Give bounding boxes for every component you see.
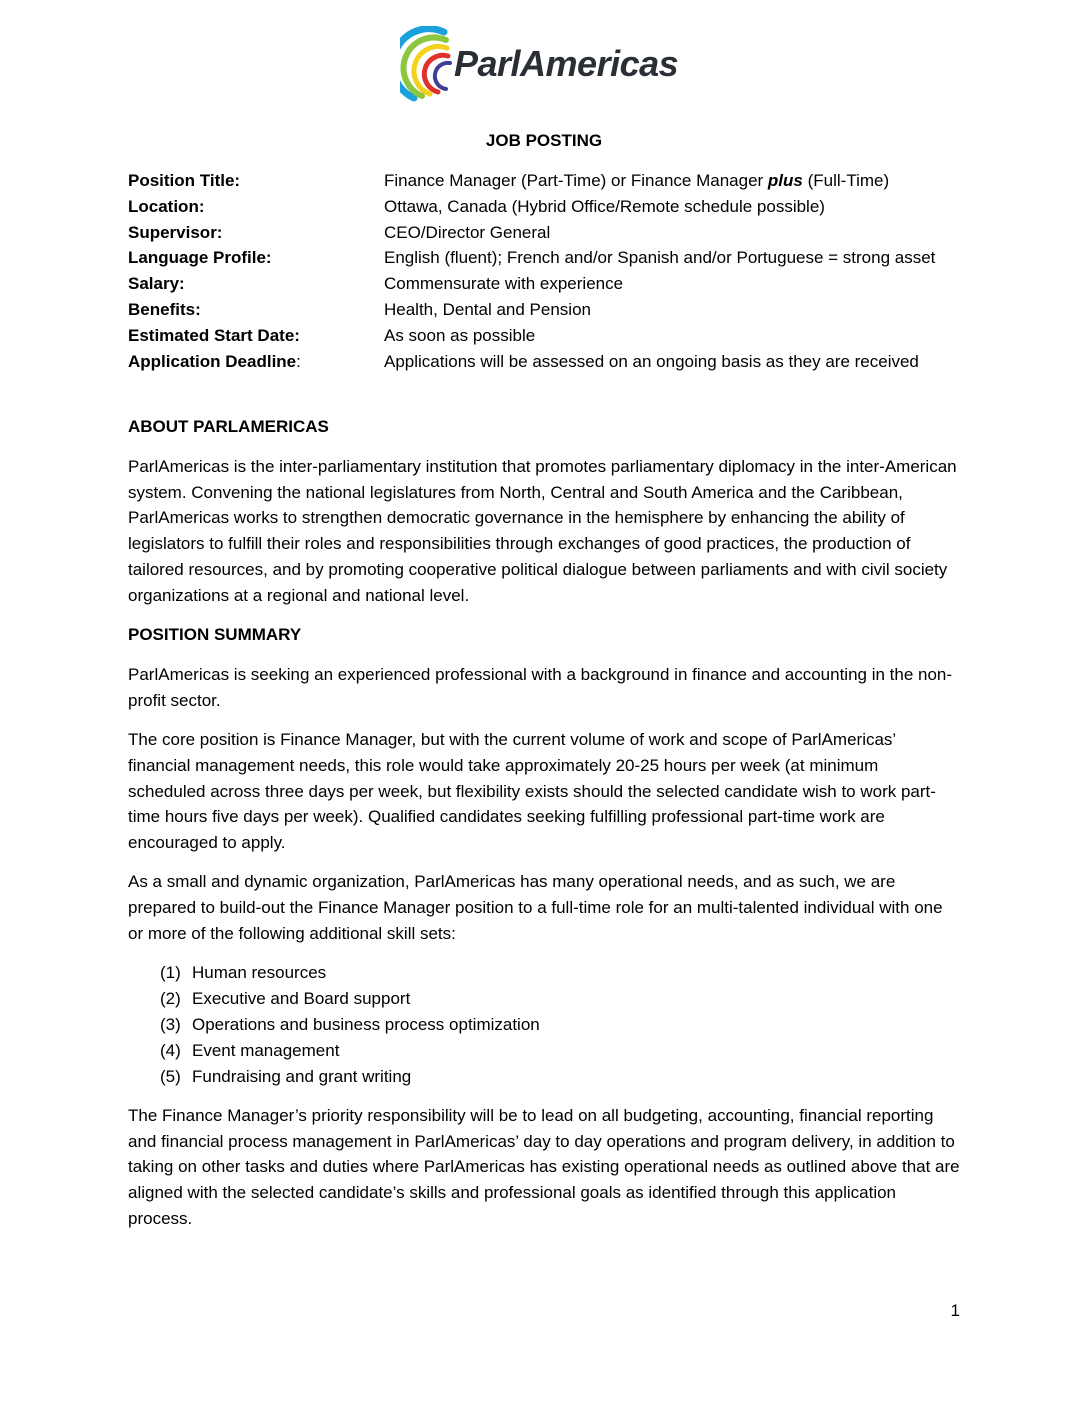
detail-value: CEO/Director General [384,222,551,242]
detail-value: Finance Manager (Part-Time) or Finance Manager plus (Full-Time) [384,171,890,190]
summary-heading: POSITION SUMMARY [128,625,302,645]
detail-label: Salary: [128,274,185,294]
plus-emphasis: plus [767,171,803,190]
summary-paragraph: The core position is Finance Manager, but with the current volume of work and scope of ParlAmericas’ financial management needs, this role would take approximately 20-25 hours per week (at minimum scheduled across three days per week, but flexibility exists should the selected candidate wish to work part-time hours five days per week). Qualified candidates seeking fulfilling professional part-time work are encouraged to apply. [128,729,936,853]
summary-paragraph: The Finance Manager’s priority responsibility will be to lead on all budgeting, accounting, financial reporting and financial process management in ParlAmericas’ day to day operations and program delivery, in addition to taking on other tasks and duties where ParlAmericas has existing operational needs as outlined above that are aligned with the selected candidate’s skills and professional goals as identified through this application process. [128,1105,960,1229]
detail-label: Benefits: [128,299,201,319]
summary-paragraph: ParlAmericas is seeking an experienced professional with a background in finance and accounting in the non-profit sector. [128,664,953,710]
list-item: (5) Fundraising and grant writing [160,1066,412,1086]
page-number: 1 [950,1301,960,1320]
list-item: (1) Human resources [160,963,327,983]
detail-value: As soon as possible [384,325,536,345]
logo-wordmark: ParlAmericas [454,43,679,84]
parlamericas-logo [400,26,700,110]
detail-label: Application Deadline: [128,351,301,371]
detail-label: Location: [128,196,205,216]
list-item: (2) Executive and Board support [160,989,411,1009]
detail-value: Health, Dental and Pension [384,299,591,319]
detail-row [128,220,968,246]
detail-row [128,245,968,271]
job-details-table [128,168,968,374]
detail-value: Commensurate with experience [384,274,624,294]
about-paragraph: ParlAmericas is the inter-parliamentary institution that promotes parliamentary diplomacy in the inter-American system. Convening the national legislatures from North, Central and South America and the Caribbean, ParlAmericas works to strengthen democratic governance in the hemisphere by enhancing the ability of legislators to fulfill their roles and responsibilities through exchanges of good practices, the production of tailored resources, and by promoting cooperative political dialogue between parliaments and with civil society organizations at a regional and national level. [128,456,957,605]
detail-label: Position Title: [128,171,241,190]
skills-list [128,960,960,1089]
about-heading: ABOUT PARLAMERICAS [128,417,329,436]
list-item: (3) Operations and business process optimization [160,1014,540,1034]
detail-row [128,297,968,323]
detail-row [128,194,968,220]
summary-paragraph: As a small and dynamic organization, ParlAmericas has many operational needs, and as such, we are prepared to build-out the Finance Manager position to a full-time role for an multi-talented individual with one or more of the following additional skill sets: [128,872,943,944]
detail-label: Estimated Start Date: [128,325,300,345]
list-item: (4) Event management [160,1040,340,1060]
detail-row [128,168,968,194]
detail-row [128,323,968,349]
detail-row [128,271,968,297]
detail-value: Applications will be assessed on an ongoing basis as they are received [384,351,919,371]
detail-label: Supervisor: [128,222,223,242]
document-body [128,414,960,1245]
detail-label: Language Profile: [128,248,272,268]
detail-value: Ottawa, Canada (Hybrid Office/Remote schedule possible) [384,196,825,216]
detail-row [128,349,968,375]
page-title: JOB POSTING [485,131,603,150]
detail-value: English (fluent); French and/or Spanish and/or Portuguese = strong asset [384,248,936,268]
